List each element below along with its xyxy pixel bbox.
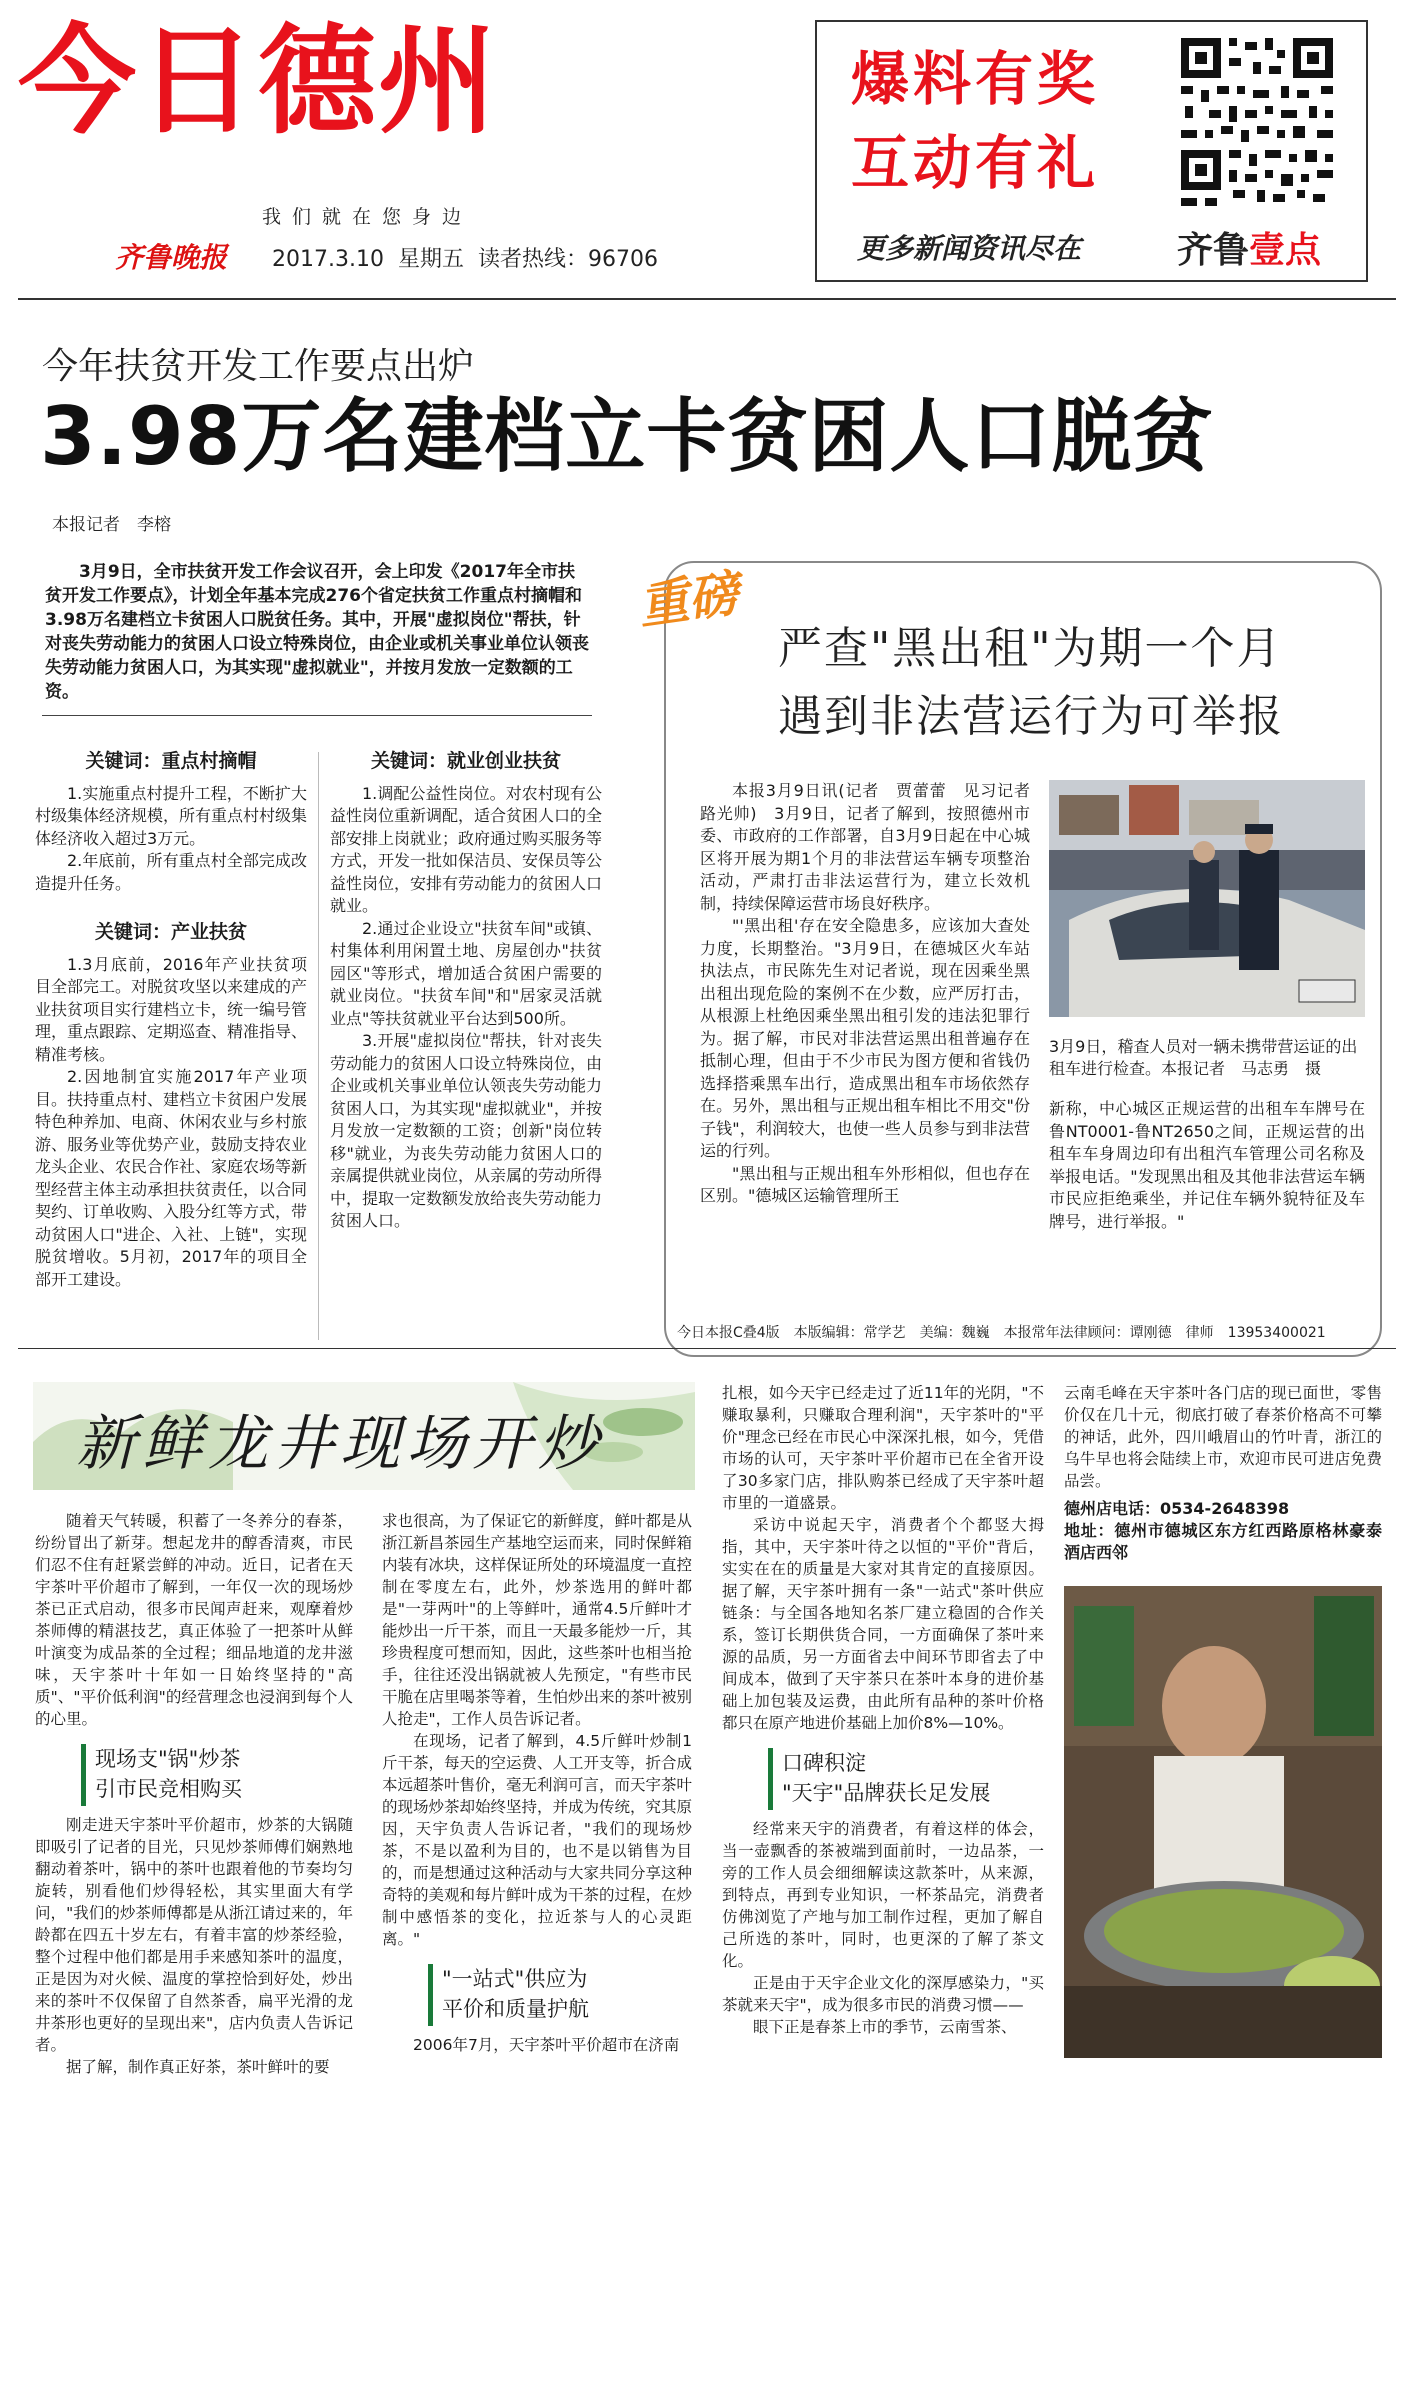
store-phone: [1064, 1498, 1382, 1520]
store-phone-number: 0534-2648398: [1160, 1499, 1290, 1518]
masthead-title: 今日德州: [18, 12, 499, 150]
story2-title-1: 严查"黑出租"为期一个月: [778, 623, 1283, 674]
paragraph: 本报3月9日讯(记者 贾蕾蕾 见习记者 路光帅) 3月9日，记者了解到，按照德州市委、市政府的工作部署，自3月9日起在中心城区将开展为期1个月的非法营运车辆专项整治活动，严肃打击非法运营行为，建立长效机制，持续保障运营市场良好秩序。: [700, 781, 1047, 913]
promo-brand-a: 齐鲁: [1177, 230, 1250, 271]
column-divider: [318, 752, 319, 1340]
paragraph: 在现场，记者了解到，4.5斤鲜叶炒制1斤干茶，每天的空运费、人工开支等，折合成本远超茶叶售价，毫无利润可言，而天宇茶叶的现场炒茶却始终坚持，并成为传统，究其原因，天宇负责人告诉记者，"我们的现场炒茶，不是以盈利为目的，也不是以销售为目的，而是想通过这种活动与大家共同分享这种奇特的美观和每片鲜叶成为干茶的过程，在炒制中感悟茶的变化，拉近茶与人的心灵距离。": [382, 1732, 693, 1948]
promo-line-2: 互动有礼: [851, 129, 1100, 197]
promo-brand: [1177, 222, 1321, 273]
subhead-2: [442, 1964, 692, 2024]
subhead-bar: [768, 1748, 773, 1810]
story3-col-3: [722, 1382, 1044, 2038]
issue-date: 2017.3.10: [272, 247, 384, 272]
keyword-heading: 关键词：重点村摘帽: [85, 750, 257, 772]
hotline-label: 读者热线：: [477, 247, 588, 272]
store-phone-label: 德州店电话：: [1064, 1499, 1161, 1518]
masthead-slogan: 我们就在您身边: [262, 206, 473, 228]
subhead-line: 平价和质量护航: [442, 1997, 589, 2021]
story1-lead: 3月9日，全市扶贫开发工作会议召开，会上印发《2017年全市扶贫开发工作要点》，计划全年基本完成276个省定扶贫工作重点村摘帽和3.98万名建档立卡贫困人口脱贫任务。其中，开展"虚拟岗位"帮扶，针对丧失劳动能力的贫困人口设立特殊岗位，由企业或机关事业单位认领丧失劳动能力贫困人口，为其实现"虚拟就业"，并按月发放一定数额的工资。: [45, 562, 589, 702]
paragraph: 经常来天宇的消费者，有着这样的体会，当一壶飘香的茶被端到面前时，一边品茶，一旁的工作人员会细细解读这款茶叶，从来源，到特点，再到专业知识，一杯茶品完，消费者仿佛浏览了产地与加工制作过程，更加了解自己所选的茶叶，同时，也更深的了解了茶文化。: [722, 1820, 1044, 1970]
story3-col-1: [35, 1510, 353, 2078]
promo-box: [815, 20, 1368, 282]
photo1-caption: 3月9日，稽查人员对一辆未携带营运证的出租车进行检查。本报记者 马志勇 摄: [1049, 1037, 1358, 1078]
lead-divider: [42, 715, 592, 716]
section-divider: [18, 1348, 1396, 1349]
keyword-heading: 关键词：就业创业扶贫: [370, 750, 561, 772]
paragraph: 眼下正是春茶上市的季节，云南雪茶、: [753, 2018, 1017, 2036]
issue-weekday: 星期五: [397, 247, 464, 272]
story2-col-1: [700, 780, 1047, 1208]
qr-code-icon[interactable]: [1177, 34, 1337, 214]
paragraph: 据了解，制作真正好茶，茶叶鲜叶的要: [66, 2058, 330, 2076]
tea-roasting-photo: [1064, 1586, 1382, 2058]
paragraph: 新称，中心城区正规运营的出租车车牌号在鲁NT0001-鲁NT2650之间，正规运营的出租车车身周边印有出租汽车管理公司名称及举报电话。"发现黑出租及其他非法营运车辆市民应拒绝乘坐，并记住车辆外貌特征及车牌号，进行举报。": [1049, 1099, 1365, 1231]
paragraph: 1.实施重点村提升工程，不断扩大村级集体经济规模，所有重点村村级集体经济收入超过3万元。: [35, 783, 308, 848]
story2-title-2: 遇到非法营运行为可举报: [778, 691, 1284, 742]
subhead-line: 引市民竞相购买: [95, 1777, 242, 1801]
paragraph: 2.通过企业设立"扶贫车间"或镇、村集体利用闲置土地、房屋创办"扶贫园区"等形式，增加适合贫困户需要的就业岗位。"扶贫车间"和"居家灵活就业点"等扶贫就业平台达到500所。: [330, 918, 602, 1028]
subhead-line: "天宇"品牌获长足发展: [782, 1781, 991, 1805]
subhead-bar: [428, 1964, 433, 2026]
store-address: [1064, 1520, 1382, 1564]
story3-col-4: [1064, 1382, 1382, 1564]
promo-brand-b: 壹点: [1249, 230, 1322, 271]
paragraph: 扎根，如今天宇已经走过了近11年的光阴，"不赚取暴利，只赚取合理利润"，天宇茶叶的"平价"理念已经在市民心中深深扎根，如今，凭借市场的认可，天宇茶叶平价超市已在全省开设了30多家门店，排队购茶已经成了天宇茶叶超市里的一道盛景。: [722, 1384, 1044, 1512]
subhead-3: [782, 1748, 1044, 1808]
paragraph: 求也很高，为了保证它的新鲜度，鲜叶都是从浙江新昌茶园生产基地空运而来，同时保鲜箱内装有冰块，这样保证所处的环境温度一直控制在零度左右，此外，炒茶选用的鲜叶都是"一芽两叶"的上等鲜叶，通常4.5斤鲜叶才能炒出一斤干茶，而且一天最多能炒一斤，其珍贵程度可想而知，因此，这些茶叶也相当抢手，往往还没出锅就被人先预定，"有些市民干脆在店里喝茶等着，生怕炒出来的茶叶被别人抢走"，工作人员告诉记者。: [382, 1512, 693, 1728]
story1-byline: 本报记者 李榕: [52, 515, 171, 535]
subhead-line: 现场支"锅"炒茶: [95, 1747, 241, 1771]
paragraph: 3.开展"虚拟岗位"帮扶，针对丧失劳动能力的贫困人口设立特殊岗位，由企业或机关事业单位认领丧失劳动能力贫困人口，为其实现"虚拟就业"，并按月发放一定数额的工资；创新"岗位转移"就业，为丧失劳动能力贫困人口的亲属提供就业岗位，从亲属的劳动所得中，提取一定数额发放给丧失劳动能力贫困人口。: [330, 1031, 603, 1230]
paragraph: 2006年7月，天宇茶叶平价超市在济南: [413, 2036, 680, 2054]
story2-tag: 重磅: [635, 564, 743, 636]
tea-banner-title: 新鲜龙井现场开炒: [76, 1409, 604, 1479]
store-address-text: 德州市德城区东方红西路原格林豪泰酒店西邻: [1064, 1521, 1382, 1562]
subhead-1: [95, 1744, 353, 1804]
story3-col-2: [382, 1510, 692, 2056]
paragraph: 正是由于天宇企业文化的深厚感染力，"买茶就来天宇"，成为很多市民的消费习惯——: [722, 1974, 1044, 2014]
story1-kicker: 今年扶贫开发工作要点出炉: [42, 346, 475, 387]
page-footer: 今日本报C叠4版 本版编辑：常学艺 美编：魏巍 本报常年法律顾问：谭刚德 律师 13953400021: [677, 1325, 1326, 1341]
paragraph: 采访中说起天宇，消费者个个都竖大拇指，其中，天宇茶叶待之以恒的"平价"背后，实实在在的质量是大家对其肯定的直接原因。据了解，天宇茶叶拥有一条"一站式"茶叶供应链条：与全国各地知名茶厂建立稳固的合作关系，签订长期供货合同，一方面确保了茶叶来源的品质，另一方面省去中间环节即省去了中间成本，做到了天宇茶只在茶叶本身的进价基础上加包装及运费，由此所有品种的茶叶价格都只在原产地进价基础上加价8%—10%。: [722, 1516, 1044, 1732]
taxi-inspection-photo: [1049, 780, 1365, 1017]
story2-col-2: [1049, 1098, 1365, 1233]
paragraph: 1.3月底前，2016年产业扶贫项目全部完工。对脱贫攻坚以来建成的产业扶贫项目实行建档立卡，统一编号管理，重点跟踪、定期巡查、精准指导、精准考核。: [35, 954, 308, 1064]
subhead-line: 口碑积淀: [782, 1751, 866, 1775]
dateline: [272, 242, 658, 273]
paragraph: 随着天气转暖，积蓄了一冬养分的春茶，纷纷冒出了新芽。想起龙井的醇香清爽，市民们忍不住有赶紧尝鲜的冲动。近日，记者在天宇茶叶平价超市了解到，一年仅一次的现场炒茶已正式启动，很多市民闻声赶来，观摩着炒茶师傅的精湛技艺，真正体验了一把茶叶从鲜叶演变为成品茶的全过程；细品地道的龙井滋味，天宇茶叶十年如一日始终坚持的"高质"、"平价低利润"的经营理念也浸润到每个人的心里。: [35, 1512, 353, 1728]
keyword-heading: 关键词：产业扶贫: [94, 921, 247, 943]
paragraph: "黑出租与正规出租车外形相似，但也存在区别。"德城区运输管理所王: [700, 1163, 1030, 1205]
promo-line-1: 爆料有奖: [851, 45, 1100, 113]
paragraph: 1.调配公益性岗位。对农村现有公益性岗位重新调配，适合贫困人口的全部安排上岗就业；政府通过购买服务等方式，开发一批如保洁员、安保员等公益性岗位，安排有劳动能力的贫困人口就业。: [330, 783, 603, 915]
story1-headline: 3.98万名建档立卡贫困人口脱贫: [40, 390, 1214, 483]
subhead-line: "一站式"供应为: [442, 1967, 588, 1991]
store-address-label: 地址：: [1064, 1521, 1115, 1540]
hotline-number: 96706: [588, 247, 658, 272]
paragraph: 2.因地制宜实施2017年产业项目。扶持重点村、建档立卡贫困户发展特色种养加、电商、休闲农业与乡村旅游、服务业等优势产业，鼓励支持农业龙头企业、农民合作社、家庭农场等新型经营主体主动承担扶贫责任，以合同契约、订单收购、入股分红等方式，带动贫困人口"进企、入社、上链"，实现脱贫增收。5月初，2017年的项目全部开工建设。: [35, 1067, 308, 1289]
paper-brand: 齐鲁晚报: [115, 241, 228, 274]
promo-line-3: 更多新闻资讯尽在: [857, 232, 1082, 265]
paragraph: 刚走进天宇茶叶平价超市，炒茶的大锅随即吸引了记者的目光，只见炒茶师傅们娴熟地翻动着茶叶，锅中的茶叶也跟着他的节奏均匀旋转，别看他们炒得轻松，其实里面大有学问，"我们的炒茶师傅都是从浙江请过来的，年龄都在四五十岁左右，有着丰富的炒茶经验，整个过程中他们都是用手来感知茶叶的温度，正是因为对火候、温度的掌控恰到好处，炒出来的茶叶不仅保留了自然茶香，扁平光滑的龙井茶形也更好的呈现出来"，店内负责人告诉记者。: [35, 1816, 353, 2054]
subhead-bar: [81, 1744, 86, 1806]
story1-col-2: [330, 750, 602, 1233]
paragraph: 云南毛峰在天宇茶叶各门店的现已面世，零售价仅在几十元，彻底打破了春茶价格高不可攀的神话，此外，四川峨眉山的竹叶青，浙江的乌牛早也将会陆续上市，欢迎市民可进店免费品尝。: [1064, 1384, 1382, 1490]
masthead-divider: [18, 298, 1396, 300]
story1-col-1: [35, 750, 307, 1291]
paragraph: 2.年底前，所有重点村全部完成改造提升任务。: [35, 851, 307, 893]
paragraph: "'黑出租'存在安全隐患多，应该加大查处力度，长期整治。"3月9日，在德城区火车站执法点，市民陈先生对记者说，现在因乘坐黑出租出现危险的案例不在少数，应严厉打击，从根源上杜绝因乘坐黑出租引发的违法犯罪行为。据了解，市民对非法营运黑出租普遍存在抵制心理，但由于不少市民为图方便和省钱仍选择搭乘黑车出行，造成黑出租车市场依然存在。另外，黑出租与正规出租车相比不用交"份子钱"，利润较大，也使一些人员参与到非法营运的行列。: [700, 916, 1030, 1160]
